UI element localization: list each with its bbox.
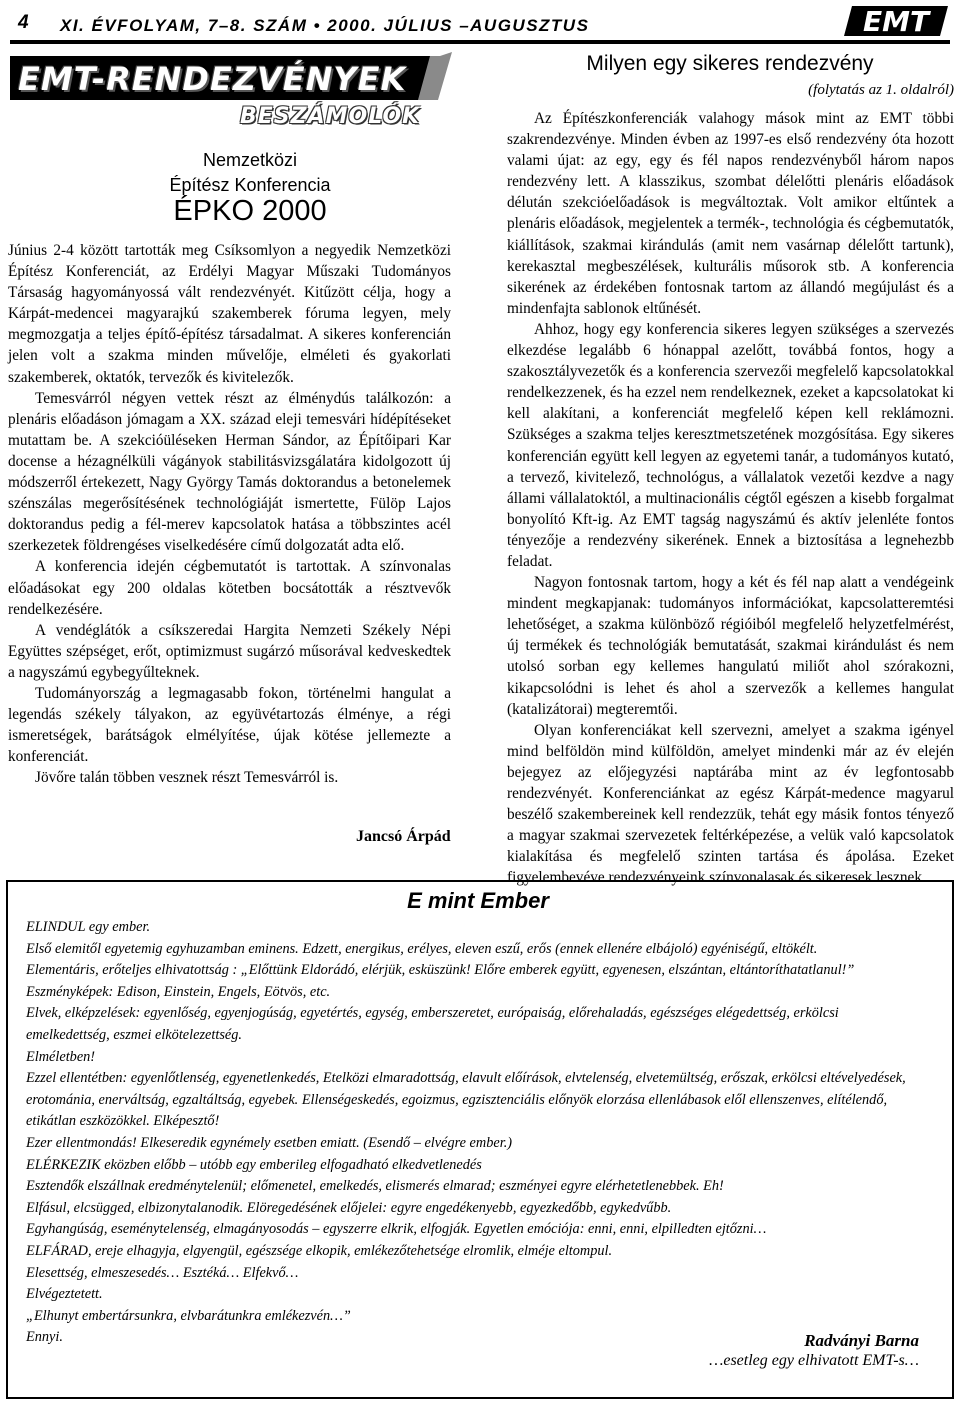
page-header bbox=[0, 0, 960, 44]
paragraph: Tudományország a legmagasabb fokon, történelmi hangulat a legendás székely tályakon, az együvétartozás élménye, a régi ismeretségek, barátságok elmélyítése, újak kötése jellemezte a konferenciát. bbox=[8, 684, 451, 766]
box-line: Elementáris, erőteljes elhivatottság : „Előttünk Eldorádó, elérjük, esküszünk! Előre emberek együtt, egyenesen, elszántan, eltántoríthatatlanul!” bbox=[26, 962, 855, 979]
paragraph: Jövőre talán többen vesznek részt Temesvárról is. bbox=[35, 769, 339, 787]
paragraph: Olyan konferenciákat kell szervezni, amelyet a szakma igényel mind belföldön mind külföldön, amelyet mindenki már az év elején bejegyez az előjegyzési naptárába mint az év legfontosabb rendezvényét. Konferenciánkat az egész Kárpát-medence magyarul beszélő szakembereinek kell rendezzük, tehát egy másik fontos tényező a magyar szakmai szervezetek feltérképezése, a velük való kapcsolatok kialakítása és megfelelő szinten tartása és ápolása. Ezeket figyelembevéve rendezvényeink színvonalasak és sikeresek lesznek. bbox=[507, 721, 954, 887]
box-line: Elesettség, elmeszesedés… Esztéká… Elfekvő… bbox=[26, 1264, 299, 1281]
box-line: Esztendők elszállnak eredménytelenül; előmenetel, emelkedés, elismerés elmarad; eszményei egyre elérhetetlenebbek. Eh! bbox=[26, 1178, 724, 1195]
author-signature: Jancsó Árpád bbox=[356, 828, 451, 845]
banner-subtitle: BESZÁMOLÓK bbox=[240, 104, 421, 129]
paragraph: Az Építészkonferenciák valahogy mások mint az EMT többi szakrendezvénye. Minden évben az 1997-es első rendezvény óta hozott valami újat: az egy, egy és fél napos rendezvényből három napos rendezvény lett. A klasszikus, szombat délelőtti plenáris előadások délután szekcióelőadások is megváltoztak. Volt amikor eltűntek a plenáris előadások, megjelentek a termék-, technológia és cégbemutatók, kiállítások, szakmai kirándulás (amit nem vasárnap délelőtt tartunk), kerekasztal megbeszélések, kulturális műsorok stb. A konferencia sikerének az érdekében fontosnak tartom az állandó megújulást és a mindenfajta sablonok eltűnését. bbox=[507, 110, 954, 317]
conference-title bbox=[130, 148, 370, 198]
box-line: Elméletben! bbox=[26, 1048, 96, 1065]
conference-title-line2: Építész Konferencia bbox=[169, 175, 331, 195]
continued-note: (folytatás az 1. oldalról) bbox=[808, 82, 954, 98]
paragraph: A konferencia idején cégbemutatót is tartottak. A színvonalas előadásokat egy 200 oldalas kötetben bocsátották a résztvevők rendelkezésére. bbox=[8, 558, 451, 618]
article-title: Milyen egy sikeres rendezvény bbox=[586, 52, 874, 75]
page-number: 4 bbox=[18, 12, 40, 38]
banner-title: EMT-RENDEZVÉNYEK bbox=[18, 60, 407, 98]
article-epko-body bbox=[8, 240, 451, 788]
paragraph: Ahhoz, hogy egy konferencia sikeres legyen szükséges a szervezés elkezdése legalább 6 hónappal azelőtt, továbbá fontos, hogy a szakosztályvezetők és a konferencia szervezői megfelelő kapcsolatokkal rendelkezzenek, és ha ezzel nem rendelkeznek, ezeket a kapcsolatokat ki kell alakítani, a konferenciát megfelelő képen kell reklámozni. Szükséges a szakma teljes keresztmetszetének mozgósítása. Egy sikeres konferencián együtt kell legyen az egyetemi tanár, a tudományos kutató, a tervező, kivitelező, technológus, a vállalatok vezetői kezdve a nagy állami vállalatoktól, a multinacionális cégtől egészen a kisebb forgalmat bonyolító Kft-ig. Az EMT tagság nagyszámú és aktív jelenléte fontos tényezője a rendezvény sikerének. Ennek a biztosítása a legnehezbb feladat. bbox=[507, 320, 954, 570]
emt-logo bbox=[842, 4, 950, 38]
paragraph: Június 2-4 között tartották meg Csíksomlyon a negyedik Nemzetközi Építész Konferenciát, az Erdélyi Magyar Műszaki Tudományos Társaság hagyományossá vált rendezvényét. Kitűzött célja, hogy a Kárpát-medencei magyarajkú szakemberek fóruma legyen, mely megmozgatja a teljes építő-építész társadalmat. A sikeres konferencián jelen volt a szakma minden művelője, elméleti és gyakorlati szakemberek, oktatók, tervezők és kivitelezők. bbox=[8, 242, 451, 386]
paragraph: Temesvárról négyen vettek részt az élménydús találkozón: a plenáris előadáson jómagam a XX. század eleji temesvári hídépítéseket mutattam be. A szekcióüléseken Herman Sándor, az Építőipari Kar docense a hézagnélküli vágányok stabilitásvizsgálatára kidolgozott új módszerről értekezett, Nagy György Tamás doktorandus a betonelemek szénszálas megerősítésének technológiáját ismertette, Fülöp Lajos doktorandus pedig a fél-merev kapcsolatok hatása a többszintes acél szerkezetek földrengéses viselkedésére című dolgozatát adta elő. bbox=[8, 389, 451, 555]
box-line: Első elemitől egyetemig egyhuzamban eminens. Edzett, energikus, erélyes, eleven eszű, erős (ennek ellenére elbájoló) egyéniségű, eltökélt. bbox=[26, 940, 818, 957]
box-line: Egyhangúság, eseménytelenség, elmagányosodás – egyszerre elkrik, elfogják. Egyetlen emóciója: enni, enni, elpilledten ejtőzni… bbox=[26, 1221, 767, 1238]
conference-title-line1: Nemzetközi bbox=[202, 150, 298, 170]
conference-name: ÉPKO 2000 bbox=[173, 195, 327, 227]
box-line: Ennyi. bbox=[26, 1329, 63, 1346]
box-line: ELINDUL egy ember. bbox=[26, 919, 151, 935]
paragraph: Nagyon fontosnak tartom, hogy a két és fél nap alatt a vendégeink mindent megkapjanak: tudományos információkat, kapcsolatteremtési lehetőséget, a szakma különböző régióiból megfelelő helyzetfelmérést, új termékek és technológiák bemutatását, szakmai kirándulást és nem utolsó sorban egy kellemes hangulatú miliőt ahol szórakozni, kikapcsolódni is lehet és ahol a szervezők a kellemes hangulat (katalizátorai) megteremtői. bbox=[507, 574, 954, 718]
running-title: XI. ÉVFOLYAM, 7–8. SZÁM • 2000. JÚLIUS –AUGUSZTUS bbox=[60, 16, 590, 35]
box-line: Ezer ellentmondás! Elkeseredik egynémely esetben emiatt. (Esendő – elvégre ember.) bbox=[26, 1134, 513, 1151]
box-line: „Elhunyt embertársunkra, elvbarátunkra emlékezvén…” bbox=[26, 1307, 351, 1324]
box-body bbox=[26, 917, 919, 1349]
header-rule bbox=[10, 40, 950, 44]
logo-text: EMT bbox=[862, 5, 930, 38]
box-line: Ezzel ellentétben: egyenlőtlenség, egyenetlenkedés, Etelközi elmaradottság, elavult előírások, elvtelenség, elvetemültség, erőszak, erkölcsi eltévelyedések, erotománia, enerváltság, egzaltáltság, egyebek. Ellenségeskedés, egoizmus, egzisztenciális előnyök elorzása ellenlábasok elől ellenszenves, elítélendő, etikátlan eszközökkel. Elképesztő! bbox=[26, 1070, 906, 1130]
box-line: Eszményképek: Edison, Einstein, Engels, Eötvös, etc. bbox=[26, 983, 331, 1000]
box-line: Elvek, elképzelések: egyenlőség, egyenjogúság, egyetértés, egység, emberszeretet, európaiság, előrehaladás, egészséges elégedettség, erkölcsi emelkedettség, eszmei elkötelezettség. bbox=[26, 1005, 839, 1043]
box-line: ELÉRKEZIK eközben előbb – utóbb egy emberileg elfogadható elkedvetlenedés bbox=[26, 1156, 482, 1173]
box-line: ELFÁRAD, ereje elhagyja, elgyengül, egészsége elkopik, emlékezőtehetsége elromlik, elméje eltompul. bbox=[26, 1242, 613, 1259]
box-signature: Radványi Barna bbox=[804, 1331, 919, 1350]
box-signature-note: …esetleg egy elhivatott EMT-s… bbox=[709, 1352, 919, 1369]
article-sikeres-body bbox=[507, 108, 954, 888]
box-line: Elfásul, elcsügged, elbizonytalanodik. Elöregedésének előjelei: egyre engedékenyebb, egyezkedőbb, egykedvűbb. bbox=[26, 1199, 672, 1216]
paragraph: A vendéglátók a csíkszeredai Hargita Nemzeti Székely Népi Együttes szépséget, erőt, optimizmust sugárzó műsorával kedveskedtek a nagyszámú egybegyűlteknek. bbox=[8, 621, 451, 681]
box-line: Elvégeztetett. bbox=[26, 1286, 103, 1303]
box-title: E mint Ember bbox=[407, 888, 549, 913]
